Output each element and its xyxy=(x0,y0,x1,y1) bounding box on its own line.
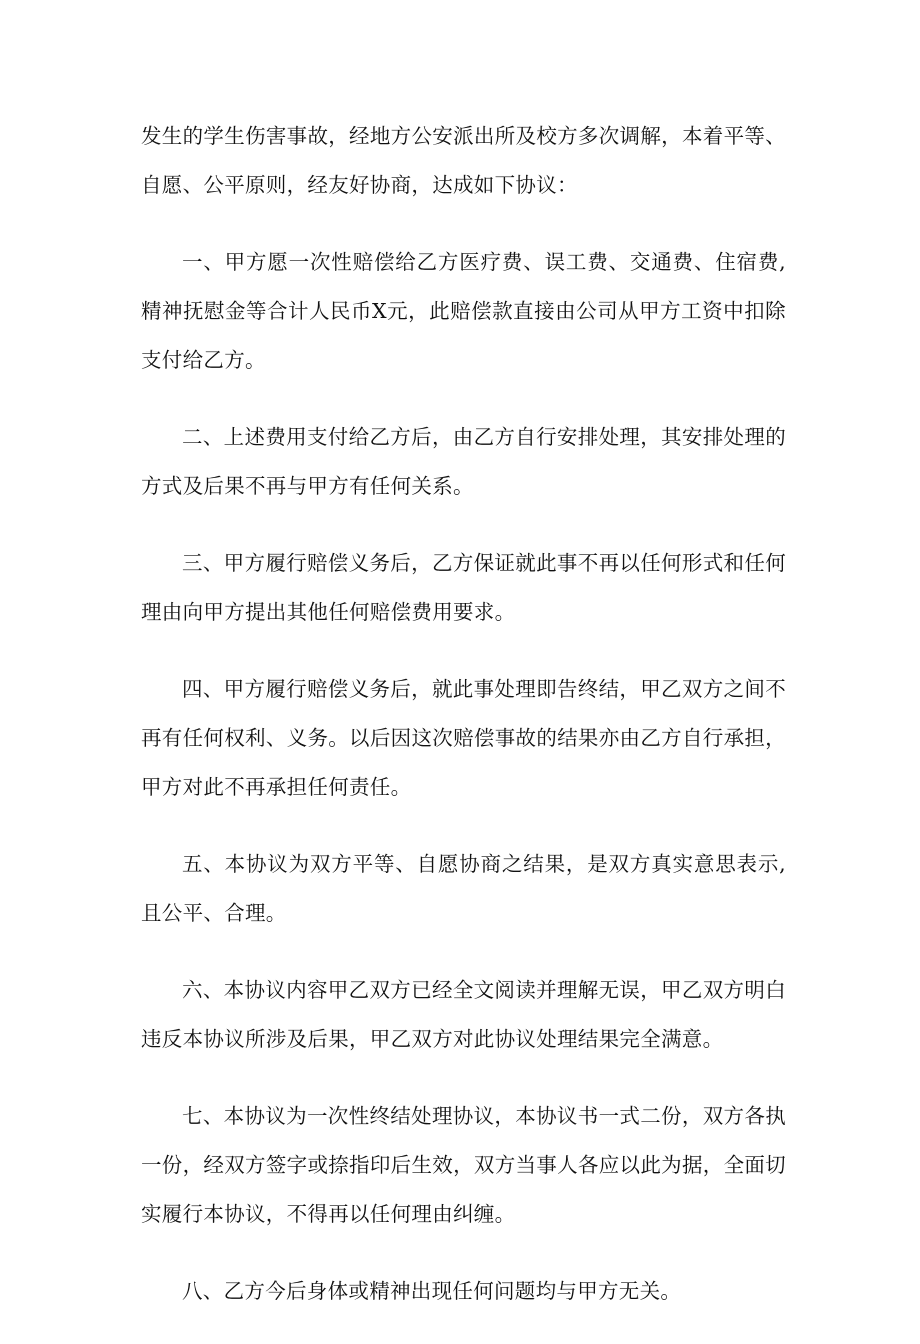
clause-8-paragraph: 八、乙方今后身体或精神出现任何问题均与甲方无关。 xyxy=(182,1279,682,1303)
clause-2-paragraph: 二、上述费用支付给乙方后，由乙方自行安排处理，其安排处理的方式及后果不再与甲方有任何关系。 xyxy=(141,425,786,498)
clause-3-paragraph: 三、甲方履行赔偿义务后，乙方保证就此事不再以任何形式和任何理由向甲方提出其他任何赔偿费用要求。 xyxy=(141,551,786,624)
clause-1-paragraph: 一、甲方愿一次性赔偿给乙方医疗费、误工费、交通费、住宿费,精神抚慰金等合计人民币X元，此赔偿款直接由公司从甲方工资中扣除支付给乙方。 xyxy=(141,250,786,372)
clause-5-paragraph: 五、本协议为双方平等、自愿协商之结果，是双方真实意思表示,且公平、合理。 xyxy=(141,852,786,925)
clause-7-paragraph: 七、本协议为一次性终结处理协议，本协议书一式二份，双方各执一份，经双方签字或捺指印后生效，双方当事人各应以此为据，全面切实履行本协议，不得再以任何理由纠缠。 xyxy=(141,1104,786,1226)
clause-4-paragraph: 四、甲方履行赔偿义务后，就此事处理即告终结，甲乙双方之间不再有任何权利、义务。以后因这次赔偿事故的结果亦由乙方自行承担，甲方对此不再承担任何责任。 xyxy=(141,677,786,799)
document-body xyxy=(141,112,786,1344)
intro-paragraph: 发生的学生伤害事故，经地方公安派出所及校方多次调解，本着平等、自愿、公平原则，经友好协商，达成如下协议： xyxy=(141,124,786,197)
clause-6-paragraph: 六、本协议内容甲乙双方已经全文阅读并理解无误，甲乙双方明白违反本协议所涉及后果，甲乙双方对此协议处理结果完全满意。 xyxy=(141,978,786,1051)
